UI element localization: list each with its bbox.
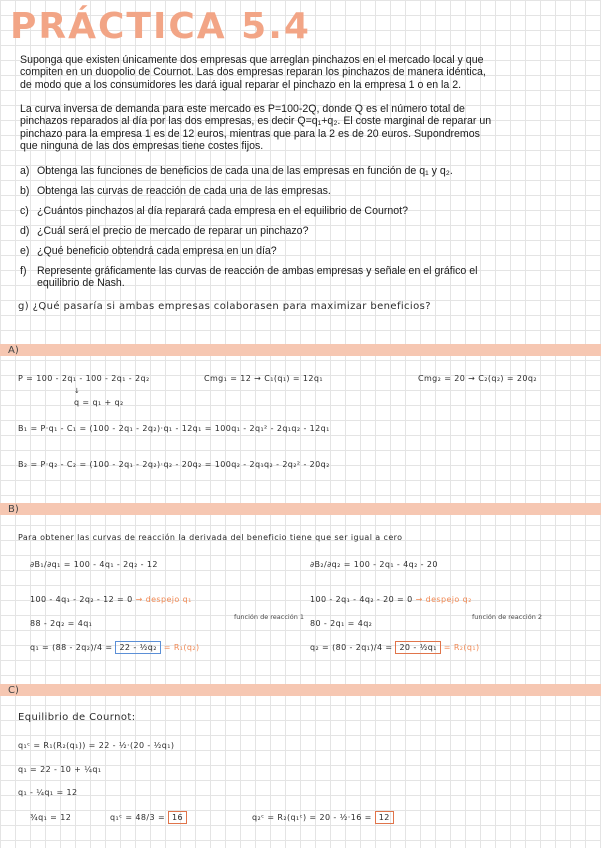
reaction-name: = R₁(q₂) bbox=[163, 643, 200, 652]
q1-expression: q₁ᶜ = 48/3 = bbox=[110, 813, 166, 822]
intro-paragraph-1: Suponga que existen únicamente dos empresas que arreglan pinchazos en el mercado local y que compiten en un duopolio de Cournot. Las dos empresas reparan los pinchazos de manera idéntica, de modo que a los consumidores les dará igual reparar el pinchazo en la empresa 1 o en la 2. bbox=[20, 54, 486, 91]
cournot-intro: Equilibrio de Cournot: bbox=[18, 712, 136, 723]
intro-paragraph-2: La curva inversa de demanda para este mercado es P=100-2Q, donde Q es el número total de pinchazos reparados al día por las dos empresas, es decir Q=q₁+q₂. El coste marginal de reparar un pinchazo para la empresa 1 es de 12 euros, mientras que para la 2 es de 20 euros. Supondremos que ninguna de las dos empresas tiene costes fijos. bbox=[20, 103, 492, 153]
question-label: c) bbox=[20, 205, 29, 217]
equation: 100 - 2q₁ - 4q₂ - 20 = 0 bbox=[310, 595, 413, 604]
question-label: b) bbox=[20, 185, 30, 197]
profit-firm-1: B₁ = P·q₁ - C₁ = (100 - 2q₁ - 2q₂)·q₁ - 12q₁ = 100q₁ - 2q₁² - 2q₁q₂ - 12q₁ bbox=[18, 424, 330, 433]
reaction-result-box: 22 - ½q₂ bbox=[115, 641, 160, 654]
demand-equation: P = 100 - 2q₁ - 100 - 2q₁ - 2q₂ bbox=[18, 374, 150, 383]
q2-value-box: 12 bbox=[375, 811, 394, 824]
question-b bbox=[20, 185, 495, 197]
cournot-line-4: ¾q₁ = 12 bbox=[30, 813, 72, 822]
question-e bbox=[20, 245, 495, 257]
question-label: f) bbox=[20, 265, 27, 277]
question-c bbox=[20, 205, 495, 217]
first-order-condition-2 bbox=[310, 595, 472, 604]
question-label: d) bbox=[20, 225, 30, 237]
question-text: Obtenga las curvas de reacción de cada una de las empresas. bbox=[37, 185, 331, 197]
question-g-handwritten: g) ¿Qué pasaría si ambas empresas colaborasen para maximizar beneficios? bbox=[18, 301, 431, 312]
section-a-band bbox=[0, 344, 601, 356]
question-label: a) bbox=[20, 165, 30, 177]
question-d bbox=[20, 225, 495, 237]
reaction-intro: Para obtener las curvas de reacción la derivada del beneficio tiene que ser igual a cero bbox=[18, 533, 403, 542]
equation: 100 - 4q₁ - 2q₂ - 12 = 0 bbox=[30, 595, 133, 604]
cournot-line-3: q₁ - ¼q₁ = 12 bbox=[18, 788, 78, 797]
question-text: ¿Cuál será el precio de mercado de reparar un pinchazo? bbox=[37, 225, 309, 237]
q1-value-box: 16 bbox=[168, 811, 187, 824]
cournot-q1-result bbox=[110, 813, 187, 822]
solve-note: → despejo q₂ bbox=[415, 595, 472, 604]
question-text: Represente gráficamente las curvas de reacción de ambas empresas y señale en el gráfico el equilibrio de Nash. bbox=[37, 265, 478, 290]
section-c-band bbox=[0, 684, 601, 696]
question-f bbox=[20, 265, 495, 290]
section-b-label: B) bbox=[8, 504, 19, 515]
reaction-name: = R₂(q₁) bbox=[443, 643, 480, 652]
derivative-1: ∂B₁/∂q₁ = 100 - 4q₁ - 2q₂ - 12 bbox=[30, 560, 158, 569]
marginal-cost-2: Cmg₂ = 20 → C₂(q₂) = 20q₂ bbox=[418, 374, 537, 383]
rearranged-1: 88 - 2q₂ = 4q₁ bbox=[30, 619, 93, 628]
question-text: ¿Qué beneficio obtendrá cada empresa en un día? bbox=[37, 245, 277, 257]
section-a-label: A) bbox=[8, 345, 19, 356]
reaction-lhs: q₂ = (80 - 2q₁)/4 = bbox=[310, 643, 393, 652]
quantity-sum: q = q₁ + q₂ bbox=[74, 398, 124, 407]
question-label: e) bbox=[20, 245, 30, 257]
rearranged-2: 80 - 2q₁ = 4q₂ bbox=[310, 619, 373, 628]
reaction-function-note-2: función de reacción 2 bbox=[472, 613, 543, 621]
profit-firm-2: B₂ = P·q₂ - C₂ = (100 - 2q₁ - 2q₂)·q₂ - 20q₂ = 100q₂ - 2q₁q₂ - 2q₂² - 20q₂ bbox=[18, 460, 330, 469]
cournot-q2-result bbox=[252, 813, 394, 822]
reaction-curve-2 bbox=[310, 643, 480, 652]
question-text: Obtenga las funciones de beneficios de cada una de las empresas en función de q₁ y q₂. bbox=[37, 165, 453, 177]
reaction-curve-1 bbox=[30, 643, 200, 652]
marginal-cost-1: Cmg₁ = 12 → C₁(q₁) = 12q₁ bbox=[204, 374, 323, 383]
section-c-label: C) bbox=[8, 685, 19, 696]
cournot-line-1: q₁ᶜ = R₁(R₂(q₁)) = 22 - ½·(20 - ½q₁) bbox=[18, 741, 175, 750]
solve-note: → despejo q₁ bbox=[135, 595, 192, 604]
cournot-line-2: q₁ = 22 - 10 + ¼q₁ bbox=[18, 765, 102, 774]
question-text: ¿Cuántos pinchazos al día reparará cada empresa en el equilibrio de Cournot? bbox=[37, 205, 409, 217]
reaction-function-note-1: función de reacción 1 bbox=[234, 613, 305, 621]
derivative-2: ∂B₂/∂q₂ = 100 - 2q₁ - 4q₂ - 20 bbox=[310, 560, 438, 569]
reaction-lhs: q₁ = (88 - 2q₂)/4 = bbox=[30, 643, 113, 652]
first-order-condition-1 bbox=[30, 595, 192, 604]
reaction-result-box: 20 - ½q₁ bbox=[395, 641, 440, 654]
question-a bbox=[20, 165, 495, 177]
q2-expression: q₂ᶜ = R₂(q₁ᶜ) = 20 - ½·16 = bbox=[252, 813, 372, 822]
page-title: PRÁCTICA 5.4 bbox=[10, 6, 311, 47]
section-b-band bbox=[0, 503, 601, 515]
down-arrow: ↓ bbox=[74, 387, 81, 395]
